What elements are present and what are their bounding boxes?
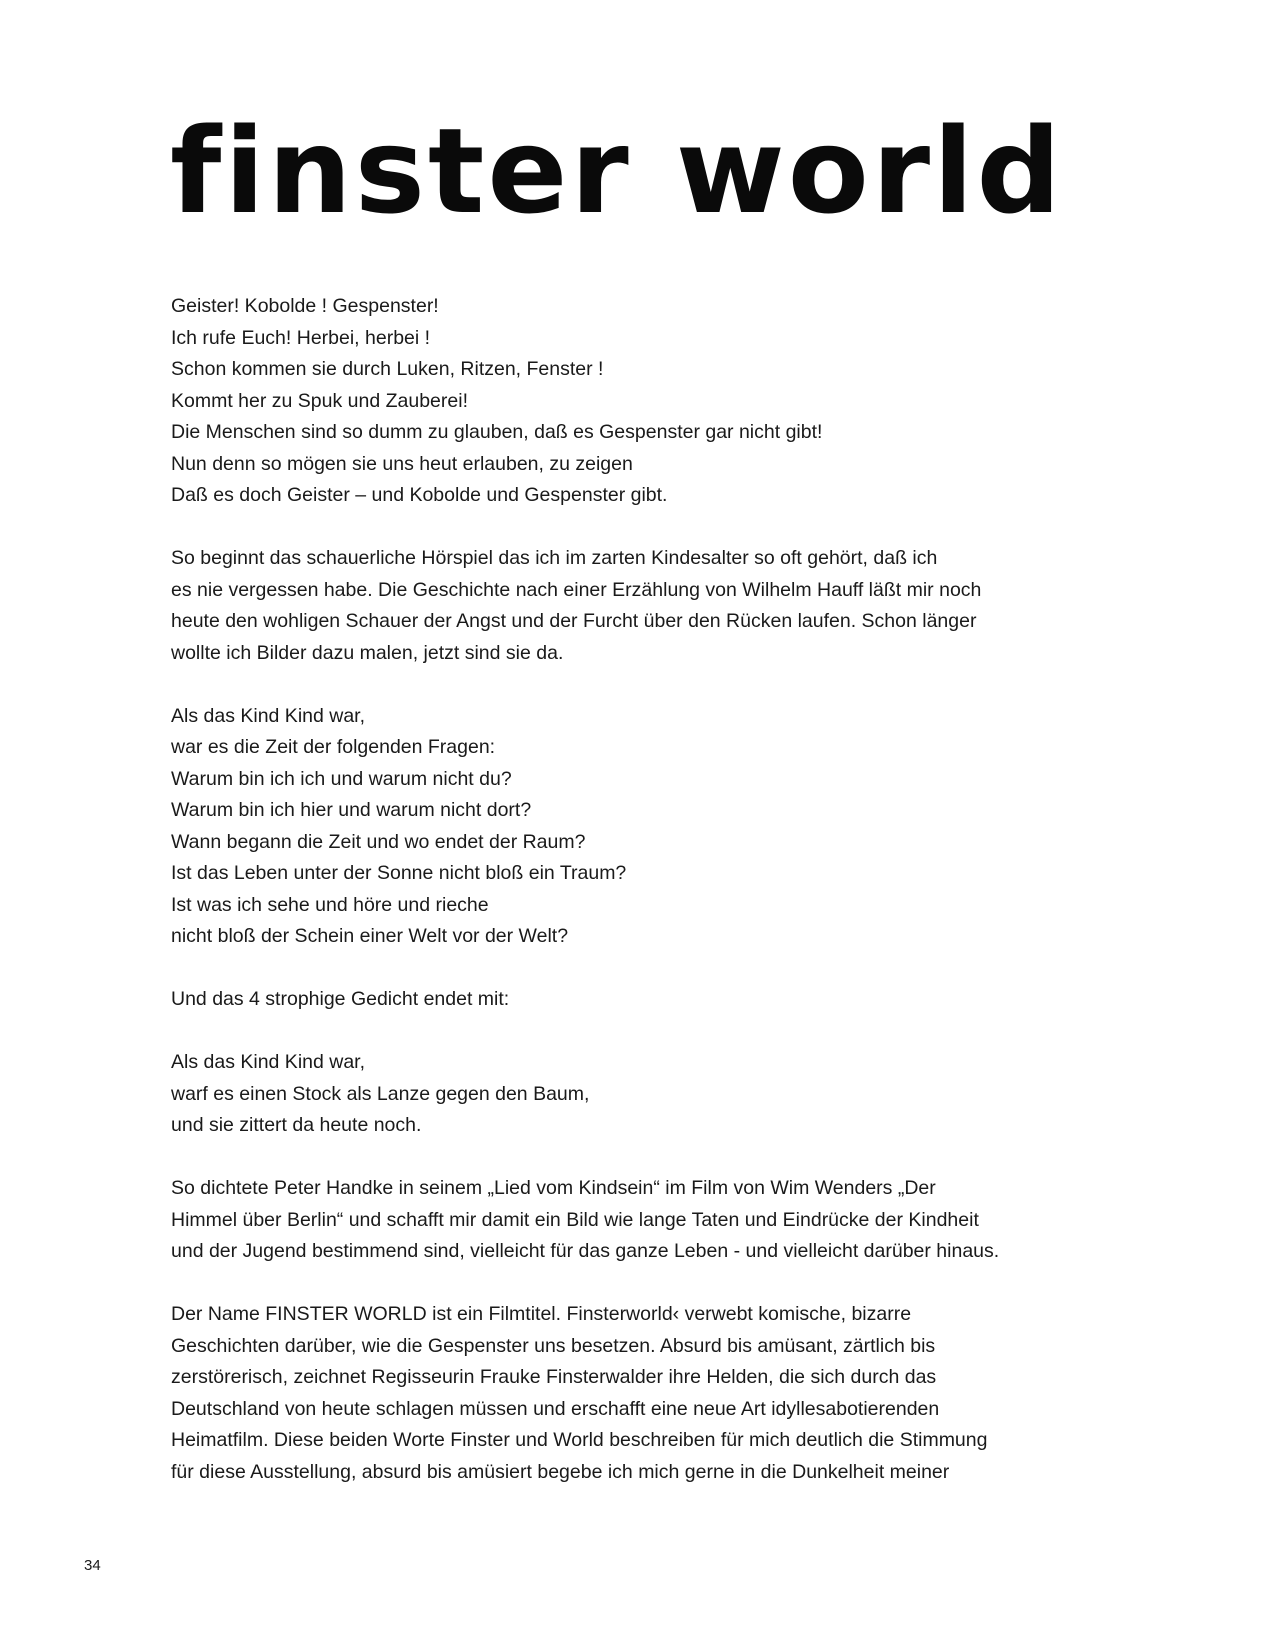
text-line: Himmel über Berlin“ und schafft mir damit ein Bild wie lange Taten und Eindrücke der Kindheit <box>171 1208 979 1231</box>
text-block <box>171 543 1071 669</box>
text-line: es nie vergessen habe. Die Geschichte nach einer Erzählung von Wilhelm Hauff läßt mir noch <box>171 578 982 601</box>
text-block <box>171 1173 1071 1268</box>
page-title: finster world <box>170 102 1064 240</box>
text-line: und sie zittert da heute noch. <box>171 1114 422 1136</box>
text-line: Schon kommen sie durch Luken, Ritzen, Fenster ! <box>171 358 604 380</box>
text-line: heute den wohligen Schauer der Angst und der Furcht über den Rücken laufen. Schon länger <box>171 610 977 632</box>
text-line: warf es einen Stock als Lanze gegen den Baum, <box>171 1082 590 1105</box>
text-block <box>171 291 1071 512</box>
text-line: Nun denn so mögen sie uns heut erlauben, zu zeigen <box>171 452 633 475</box>
text-line: Wann begann die Zeit und wo endet der Raum? <box>171 830 586 853</box>
text-line: Warum bin ich hier und warum nicht dort? <box>171 799 532 821</box>
text-line: Daß es doch Geister – und Kobolde und Gespenster gibt. <box>171 484 668 506</box>
text-line: Kommt her zu Spuk und Zauberei! <box>171 389 468 412</box>
text-line: Die Menschen sind so dumm zu glauben, daß es Gespenster gar nicht gibt! <box>171 421 823 443</box>
text-line: Geister! Kobolde ! Gespenster! <box>171 295 439 317</box>
text-line: Warum bin ich ich und warum nicht du? <box>171 767 512 790</box>
text-line: So beginnt das schauerliche Hörspiel das ich im zarten Kindesalter so oft gehört, daß ich <box>171 547 938 569</box>
text-line: Heimatfilm. Diese beiden Worte Finster und World beschreiben für mich deutlich die Stimmung <box>171 1429 988 1451</box>
text-line: wollte ich Bilder dazu malen, jetzt sind sie da. <box>171 641 564 664</box>
text-line: zerstörerisch, zeichnet Regisseurin Frauke Finsterwalder ihre Helden, die sich durch das <box>171 1366 937 1388</box>
text-line: für diese Ausstellung, absurd bis amüsiert begebe ich mich gerne in die Dunkelheit meiner <box>171 1460 950 1483</box>
text-line: war es die Zeit der folgenden Fragen: <box>171 736 496 758</box>
text-line: So dichtete Peter Handke in seinem „Lied vom Kindsein“ im Film von Wim Wenders „Der <box>171 1177 936 1199</box>
text-line: Als das Kind Kind war, <box>171 704 366 727</box>
text-line: und der Jugend bestimmend sind, vielleicht für das ganze Leben - und vielleicht darüber hinaus. <box>171 1240 1000 1262</box>
text-line: Geschichten darüber, wie die Gespenster uns besetzen. Absurd bis amüsant, zärtlich bis <box>171 1334 936 1357</box>
text-block <box>171 984 1071 1016</box>
page-number: 34 <box>84 1557 101 1574</box>
text-line: Und das 4 strophige Gedicht endet mit: <box>171 988 510 1010</box>
text-block <box>171 1047 1071 1142</box>
text-line: Als das Kind Kind war, <box>171 1051 366 1073</box>
text-line: nicht bloß der Schein einer Welt vor der Welt? <box>171 925 569 947</box>
text-block <box>171 1299 1071 1488</box>
text-line: Der Name FINSTER WORLD ist ein Filmtitel. Finsterworld‹ verwebt komische, bizarre <box>171 1303 912 1325</box>
text-line: Deutschland von heute schlagen müssen und erschafft eine neue Art idyllesabotierenden <box>171 1397 940 1420</box>
text-line: Ich rufe Euch! Herbei, herbei ! <box>171 326 431 349</box>
text-line: Ist das Leben unter der Sonne nicht bloß ein Traum? <box>171 862 627 884</box>
text-line: Ist was ich sehe und höre und rieche <box>171 893 489 916</box>
body-text <box>171 291 1071 1520</box>
text-block <box>171 701 1071 953</box>
